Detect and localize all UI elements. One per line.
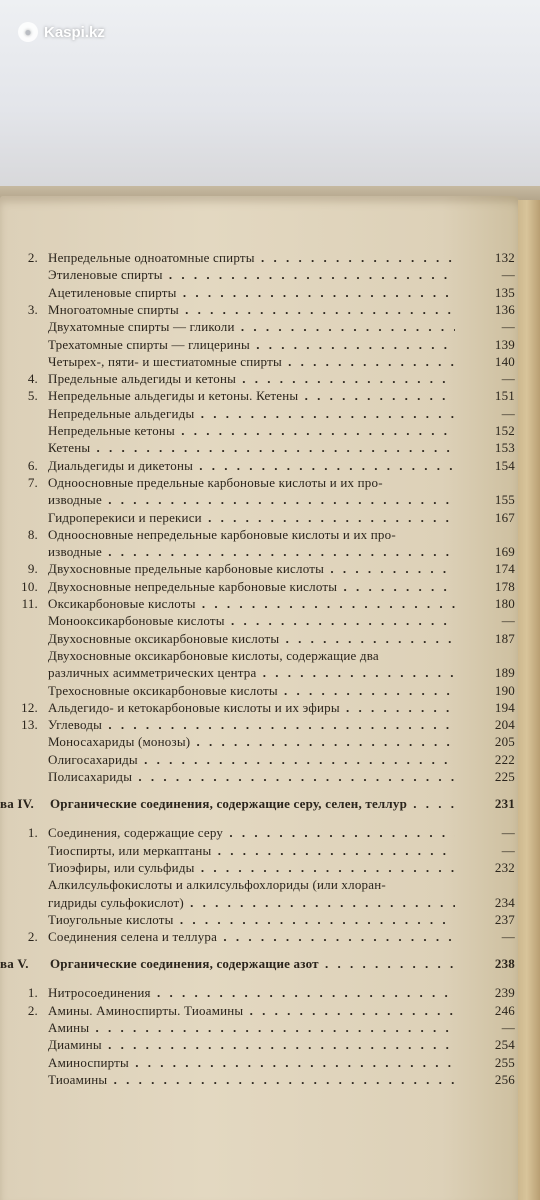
toc-title: Алкилсульфокислоты и алкилсульфохлориды (или хлоран- (48, 877, 386, 893)
toc-page-number: 135 (494, 284, 515, 300)
toc-page-number: 246 (494, 1002, 515, 1018)
toc-row (0, 717, 515, 735)
toc-page-number: 256 (494, 1071, 515, 1087)
toc-title: Соединения, содержащие серу . . . (48, 825, 455, 841)
toc-title: Органические соединения, содержащие серу, селен, теллур . . . (50, 796, 455, 812)
toc-title: Аминоспирты . . . (48, 1055, 455, 1071)
toc-row (0, 985, 515, 1003)
toc-page-number: 204 (494, 717, 515, 733)
toc-title: Ацетиленовые спирты . . . (48, 285, 455, 301)
toc-number: 1. (27, 825, 38, 841)
toc-chapter-row (0, 956, 515, 974)
toc-row (0, 371, 515, 389)
toc-number: 2. (27, 929, 38, 945)
toc-title: Трехатомные спирты — глицерины . . . (48, 337, 455, 353)
toc-number: 7. (27, 474, 38, 490)
toc-number: 2. (27, 250, 38, 265)
toc-number: 5. (27, 388, 38, 404)
toc-title: Амины . . . (48, 1020, 455, 1036)
toc-row (0, 1071, 515, 1090)
toc-row (0, 877, 500, 895)
toc-number: ва IV. (0, 796, 34, 812)
toc-row (0, 267, 515, 285)
toc-page-number: — (501, 1020, 515, 1035)
toc-page-number: 167 (494, 509, 515, 525)
toc-number: 12. (21, 699, 38, 715)
toc-title: Монооксикарбоновые кислоты . . . (48, 613, 455, 629)
toc-title: Двухосновные оксикарбоновые кислоты, содержащие два (48, 647, 379, 663)
toc-page-number: 154 (494, 457, 515, 473)
toc-row (0, 319, 515, 337)
toc-page-number: — (501, 371, 515, 387)
toc-page-number: 178 (494, 578, 515, 594)
toc-row (0, 284, 515, 303)
toc-row (0, 648, 500, 666)
toc-page-number: 132 (494, 250, 515, 265)
toc-page-number: — (501, 267, 515, 283)
toc-title: Моносахариды (монозы) . . . (48, 734, 455, 750)
toc-page-number: — (501, 613, 515, 629)
toc-page-number: 232 (494, 859, 515, 875)
toc-row (0, 1002, 515, 1021)
toc-row (0, 699, 515, 718)
toc-row (0, 842, 515, 861)
toc-title: Нитросоединения . . . (48, 985, 455, 1001)
toc-row (0, 894, 515, 913)
toc-title: Четырех-, пяти- и шестиатомные спирты . . . (48, 354, 455, 370)
toc-title: Тиоамины . . . (48, 1072, 455, 1088)
toc-page-number: 225 (494, 769, 515, 784)
toc-row (0, 1020, 515, 1038)
toc-page-number: 190 (494, 682, 515, 698)
toc-page-number: — (501, 319, 515, 335)
toc-title: изводные . . . (48, 492, 455, 508)
toc-page-number: 255 (494, 1054, 515, 1070)
toc-title: Углеводы . . . (48, 717, 455, 733)
toc-row (0, 301, 515, 320)
toc-title: Двухатомные спирты — гликоли . . . (48, 319, 455, 335)
toc-page-number: — (501, 929, 515, 945)
toc-title: Органические соединения, содержащие азот . . . (50, 956, 455, 972)
toc-title: Непредельные альдегиды . . . (48, 406, 455, 422)
toc-page-number: — (501, 405, 515, 421)
toc-title: Предельные альдегиды и кетоны . . . (48, 371, 455, 387)
toc-number: 10. (21, 578, 38, 594)
toc-page-number: 169 (494, 544, 515, 560)
toc-page-number: 194 (494, 699, 515, 715)
toc-page-number: 153 (494, 440, 515, 456)
toc-row (0, 825, 515, 843)
toc-row (0, 613, 515, 631)
toc-row (0, 682, 515, 701)
watermark (18, 22, 105, 42)
toc-title: Двухосновные оксикарбоновые кислоты . . . (48, 631, 455, 647)
toc-row (0, 527, 500, 545)
toc-page-number: 254 (494, 1037, 515, 1053)
toc-number: 2. (27, 1002, 38, 1018)
toc-row (0, 561, 515, 579)
toc-row (0, 665, 515, 683)
toc-row (0, 578, 515, 597)
toc-row (0, 457, 515, 476)
toc-row (0, 596, 515, 614)
toc-row (0, 250, 515, 268)
toc-page-number: 222 (494, 751, 515, 767)
toc-page-number: 136 (494, 301, 515, 317)
toc-page-number: 239 (494, 985, 515, 1001)
toc-page-number: 151 (494, 388, 515, 404)
toc-number: 13. (21, 717, 38, 733)
toc-title: Непредельные одноатомные спирты . . . (48, 250, 455, 266)
toc-title: Многоатомные спирты . . . (48, 302, 455, 318)
toc-page-number: 152 (494, 423, 515, 438)
toc-page-number: 205 (494, 734, 515, 750)
kaspi-logo-icon: ● (18, 22, 38, 42)
toc-title: Диальдегиды и дикетоны . . . (48, 458, 455, 474)
toc-row (0, 1054, 515, 1073)
toc-title: Двухосновные непредельные карбоновые кислоты . . . (48, 579, 455, 595)
toc-row (0, 929, 515, 947)
toc-row (0, 544, 515, 562)
toc-number: 11. (21, 596, 38, 611)
toc-title: Двухосновные предельные карбоновые кислоты . . . (48, 561, 455, 577)
toc-title: Гидроперекиси и перекиси . . . (48, 510, 455, 526)
toc-title: Полисахариды . . . (48, 769, 455, 785)
toc-row (0, 734, 515, 752)
toc-page-number: — (501, 825, 515, 841)
toc-number: 9. (27, 561, 38, 577)
toc-page-number: 189 (494, 665, 515, 681)
toc-title: Тиоэфиры, или сульфиды . . . (48, 860, 455, 876)
toc-title: Одноосновные предельные карбоновые кислоты и их про- (48, 474, 383, 490)
toc-row (0, 859, 515, 878)
toc-page-number: 139 (494, 336, 515, 352)
toc-number: ва V. (0, 956, 29, 972)
toc-title: Тиоугольные кислоты . . . (48, 912, 455, 928)
toc-page-number: 187 (494, 630, 515, 646)
toc-title: Альдегидо- и кетокарбоновые кислоты и их эфиры . . . (48, 700, 455, 716)
toc-row (0, 440, 515, 458)
toc-row (0, 336, 515, 355)
toc-title: Непредельные альдегиды и кетоны. Кетены . . . (48, 388, 455, 404)
toc-title: различных асимметрических центра . . . (48, 665, 455, 681)
toc-title: Трехосновные оксикарбоновые кислоты . . . (48, 683, 455, 699)
toc-title: Диамины . . . (48, 1037, 455, 1053)
toc-number: 8. (27, 526, 38, 542)
toc-title: Этиленовые спирты . . . (48, 267, 455, 283)
toc-page-number: 140 (494, 353, 515, 369)
toc-page-number: 155 (494, 492, 515, 508)
watermark-text: Kaspi.kz (44, 23, 105, 41)
toc-row (0, 769, 515, 787)
toc-row (0, 388, 515, 406)
toc-title: Амины. Аминоспирты. Тиоамины . . . (48, 1003, 455, 1019)
toc-row (0, 751, 515, 770)
toc-row (0, 475, 500, 493)
toc-title: Тиоспирты, или меркаптаны . . . (48, 843, 455, 859)
toc-row (0, 509, 515, 528)
toc-page-number: — (501, 842, 515, 858)
toc-row (0, 492, 515, 510)
toc-page-number: 231 (494, 796, 515, 812)
toc-number: 1. (27, 985, 38, 1001)
toc-row (0, 911, 515, 930)
toc-row (0, 1037, 515, 1055)
toc-number: 6. (27, 457, 38, 473)
book-spine (518, 200, 540, 1200)
toc-page-number: 234 (494, 894, 515, 910)
toc-title: изводные . . . (48, 544, 455, 560)
toc-title: Оксикарбоновые кислоты . . . (48, 596, 455, 612)
toc-row (0, 353, 515, 372)
toc-title: Соединения селена и теллура . . . (48, 929, 455, 945)
toc-title: гидриды сульфокислот) . . . (48, 895, 455, 911)
toc-page-number: 180 (494, 596, 515, 611)
toc-number: 3. (27, 301, 38, 317)
toc-page-number: 237 (494, 911, 515, 927)
toc-title: Олигосахариды . . . (48, 752, 455, 768)
toc-number: 4. (27, 371, 38, 387)
toc-row (0, 405, 515, 424)
toc-chapter-row (0, 796, 515, 814)
toc-title: Одноосновные непредельные карбоновые кислоты и их про- (48, 526, 396, 542)
toc-title: Кетены . . . (48, 440, 455, 456)
toc-page-number: 238 (494, 956, 515, 972)
toc-page-number: 174 (494, 561, 515, 577)
toc-title: Непредельные кетоны . . . (48, 423, 455, 439)
toc-row (0, 630, 515, 649)
toc-row (0, 423, 515, 441)
